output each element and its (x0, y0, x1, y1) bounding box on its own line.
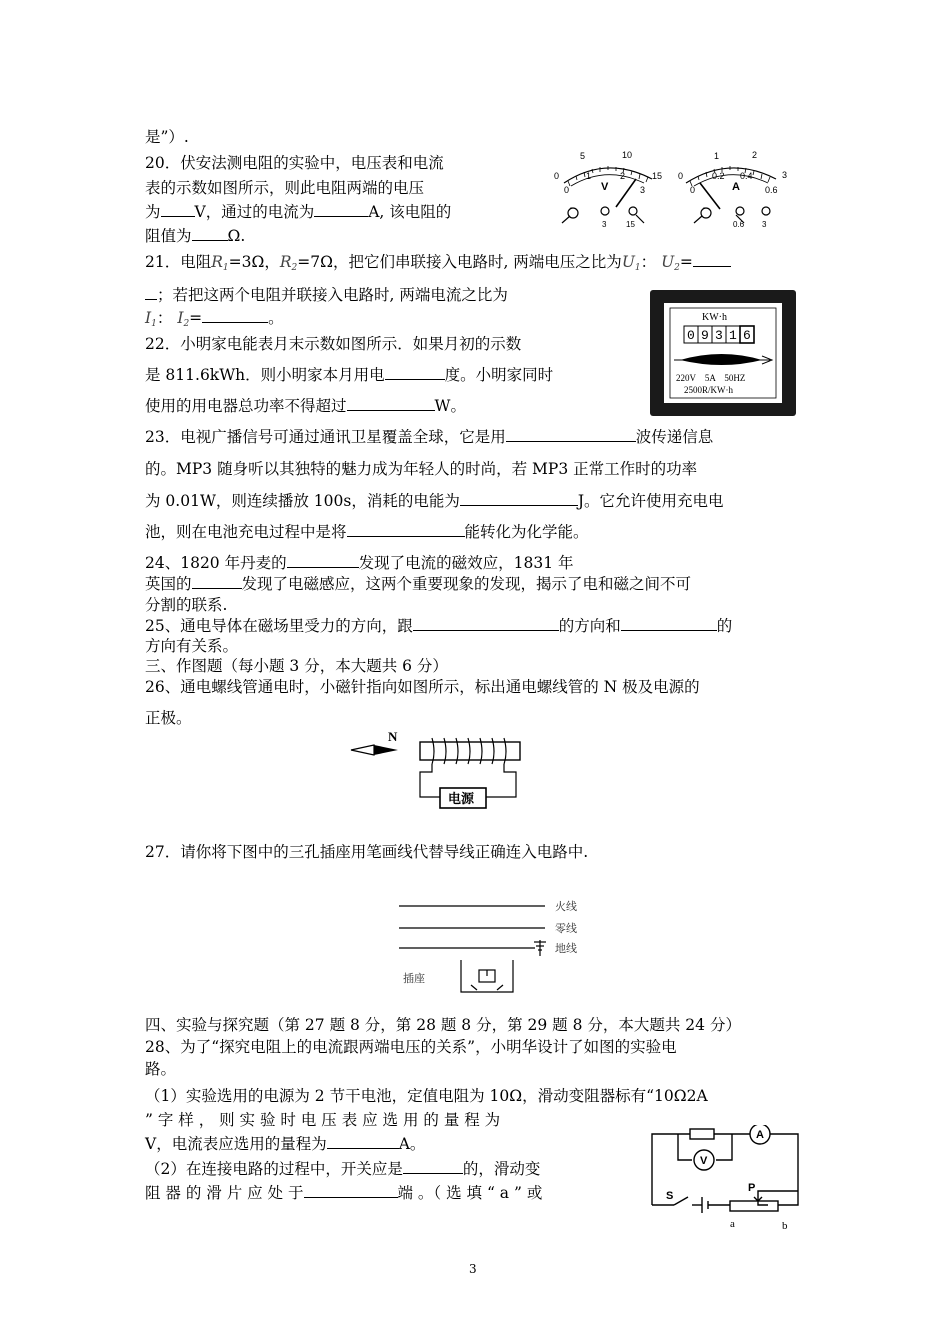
ammeter-label-0.2: 0.2 (712, 171, 725, 181)
voltmeter-terminal-3 (601, 207, 609, 215)
socket-label: 插座 (403, 972, 425, 985)
q23-line1: 23．电视广播信号可通过通讯卫星覆盖全球，它是用 波传递信息 (145, 428, 714, 446)
voltmeter-terminal-15 (629, 207, 637, 215)
ground-symbol (534, 940, 546, 956)
svg-text:0: 0 (687, 328, 695, 343)
q24-line2: 英国的 发现了电磁感应，这两个重要现象的发现，揭示了电和磁之间不可 (145, 575, 692, 593)
q22-line1: 22．小明家电能表月末示数如图所示．如果月初的示数 (145, 335, 522, 353)
q21-line2: ；若把这两个电阻并联接入电路时, 两端电流之比为 (145, 285, 508, 305)
page-number: 3 (469, 1262, 477, 1276)
q20-line4: 阻值为 Ω. (145, 227, 246, 245)
q28-line2: 路。 (145, 1060, 177, 1078)
rheostat-coil (730, 1201, 778, 1211)
ammeter-unit: A (732, 181, 740, 193)
ammeter-label-0.6: 0.6 (765, 185, 778, 195)
voltmeter-label-inner-0: 0 (564, 185, 570, 195)
power-source-label: 电源 (448, 792, 475, 807)
compass-needle-south (351, 745, 374, 755)
q20-line2: 表的示数如图所示，则此电阻两端的电压 (145, 179, 425, 197)
british-scientist-blank[interactable] (192, 574, 242, 589)
ammeter-label-1: 1 (714, 151, 720, 161)
voltmeter-label-3: 3 (640, 185, 646, 195)
circuit-ammeter-label: A (756, 1129, 764, 1141)
energy-meter-digits (684, 326, 754, 343)
ground-wire-label: 地线 (555, 942, 577, 955)
section-4-title: 四、实验与探究题（第 27 题 8 分，第 28 题 8 分，第 29 题 8 分，本大题共 24 分） (145, 1016, 741, 1034)
socket-wiring-figure (395, 890, 600, 1000)
force-factor-2-blank[interactable] (621, 616, 717, 631)
circuit-voltmeter-label: V (700, 1155, 708, 1167)
switch-state-blank[interactable] (403, 1159, 463, 1174)
voltmeter-unit: V (601, 181, 609, 193)
energy-consumed-blank[interactable] (460, 491, 578, 506)
q20-line3: 为 V，通过的电流为 A, 该电阻的 (145, 203, 452, 221)
q28-line1: 28、为了“探究电阻上的电流跟两端电压的关系”，小明华设计了如图的实验电 (145, 1038, 677, 1056)
energy-meter-unit: KW·h (702, 312, 727, 323)
experiment-circuit-figure (646, 1125, 806, 1235)
slider-label: P (748, 1182, 756, 1194)
ammeter-range-blank[interactable] (327, 1134, 399, 1149)
svg-text:6: 6 (743, 328, 751, 343)
voltmeter-label-0: 0 (554, 171, 560, 181)
voltage-answer-blank[interactable] (161, 202, 195, 217)
end-a-label: a (730, 1218, 735, 1230)
q28-line5: V，电流表应选用的量程为 A。 (145, 1135, 426, 1153)
svg-text:15: 15 (626, 220, 635, 229)
q21-line1: 21．电阻$R_1=3\Omega$，$R_2=7\Omega$，把它们串联接入电路时, 两端电压之比为$U_1$： $U_2=$ (145, 252, 731, 278)
ammeter-label-inner-0: 0 (690, 185, 696, 195)
max-power-blank[interactable] (347, 396, 435, 411)
svg-text:3: 3 (762, 220, 767, 229)
three-hole-socket (461, 960, 513, 992)
end-b-label: b (782, 1220, 788, 1232)
ammeter-label-2: 2 (752, 150, 758, 160)
q21-line3: $I_1$： $I_2=$ 。 (145, 309, 284, 329)
q24-line3: 分割的联系. (145, 596, 228, 614)
ammeter-label-3: 3 (782, 170, 788, 180)
section-3-title: 三、作图题（每小题 3 分，本大题共 6 分） (145, 657, 448, 675)
svg-text:9: 9 (701, 328, 709, 343)
q22-line2: 是 811.6kWh．则小明家本月用电 度。小明家同时 (145, 366, 554, 384)
q23-line3: 为 0.01W，则连续播放 100s，消耗的电能为 J。它允许使用充电电 (145, 492, 724, 510)
voltmeter-label-15: 15 (652, 171, 663, 181)
q23-line4: 池，则在电池充电过程中是将 能转化为化学能。 (145, 523, 589, 541)
q26-line1: 26、通电螺线管通电时，小磁针指向如图所示，标出通电螺线管的 N 极及电源的 (145, 678, 700, 696)
q23-line2: 的。MP3 随身听以其独特的魅力成为年轻人的时尚，若 MP3 正常工作时的功率 (145, 460, 698, 478)
svg-text:3: 3 (602, 220, 607, 229)
q24-line1: 24、1820 年丹麦的 发现了电流的磁效应，1831 年 (145, 554, 574, 572)
force-factor-1-blank[interactable] (413, 616, 559, 631)
energy-form-blank[interactable] (347, 522, 465, 537)
voltmeter-label-5: 5 (580, 151, 586, 161)
voltmeter-label-2: 2 (620, 171, 626, 181)
q27-line: 27．请你将下图中的三孔插座用笔画线代替导线正确连入电路中. (145, 843, 589, 861)
line-prev-end: 是”）. (145, 128, 189, 146)
voltmeter-label-10: 10 (622, 150, 633, 160)
compass-needle-north (374, 745, 398, 755)
voltmeter-dial (554, 150, 662, 229)
switch-lever (674, 1197, 688, 1205)
q28-line6: （2）在连接电路的过程中，开关应是 的，滑动变 (145, 1160, 541, 1178)
fixed-resistor (690, 1129, 714, 1139)
q26-line2: 正极。 (145, 709, 192, 727)
energy-meter-spec: 220V 5A 50HZ (676, 373, 746, 383)
q28-line3: （1）实验选用的电源为 2 节干电池，定值电阻为 10Ω，滑动变阻器标有“10Ω2A (145, 1087, 708, 1105)
energy-used-blank[interactable] (385, 365, 445, 380)
current-ratio-blank[interactable] (202, 308, 268, 323)
ammeter-label-0.4: 0.4 (740, 171, 753, 181)
energy-meter-rate: 2500R/KW·h (684, 385, 733, 395)
voltmeter-label-1: 1 (586, 171, 592, 181)
danish-scientist-blank[interactable] (287, 553, 359, 568)
ammeter-terminal-3 (762, 207, 770, 215)
ammeter-label-0: 0 (678, 171, 684, 181)
svg-text:-: - (570, 203, 573, 212)
slider-position-blank[interactable] (304, 1183, 398, 1198)
q22-line3: 使用的用电器总功率不得超过 W。 (145, 397, 466, 415)
live-wire-label: 火线 (555, 900, 577, 913)
voltage-ratio-blank[interactable] (693, 252, 731, 267)
meters-figure (540, 145, 810, 235)
svg-text:-: - (703, 203, 706, 212)
q28-line4: ” 字 样 ， 则 实 验 时 电 压 表 应 选 用 的 量 程 为 (145, 1111, 501, 1129)
energy-meter-figure (650, 290, 796, 416)
ammeter-dial (678, 150, 787, 229)
voltmeter-needle (616, 179, 636, 207)
svg-text:0.6: 0.6 (733, 220, 745, 229)
q20-line1: 20．伏安法测电阻的实验中，电压表和电流 (145, 154, 444, 172)
q25-line2: 方向有关系。 (145, 637, 239, 655)
resistance-answer-blank[interactable] (192, 226, 228, 241)
neutral-wire-label: 零线 (555, 922, 577, 935)
compass-north-label: N (388, 729, 398, 744)
q25-line1: 25、通电导体在磁场里受力的方向，跟 的方向和 的 (145, 617, 733, 635)
ammeter-terminal-0.6 (736, 207, 744, 215)
switch-label: S (666, 1190, 674, 1202)
solenoid-figure (348, 728, 528, 814)
current-answer-blank[interactable] (314, 202, 368, 217)
svg-text:1: 1 (729, 328, 737, 343)
wave-type-blank[interactable] (506, 427, 636, 442)
q28-line7: 阻 器 的 滑 片 应 处 于 端 。（ 选 填 “ a ” 或 (145, 1184, 543, 1202)
svg-text:3: 3 (715, 328, 723, 343)
